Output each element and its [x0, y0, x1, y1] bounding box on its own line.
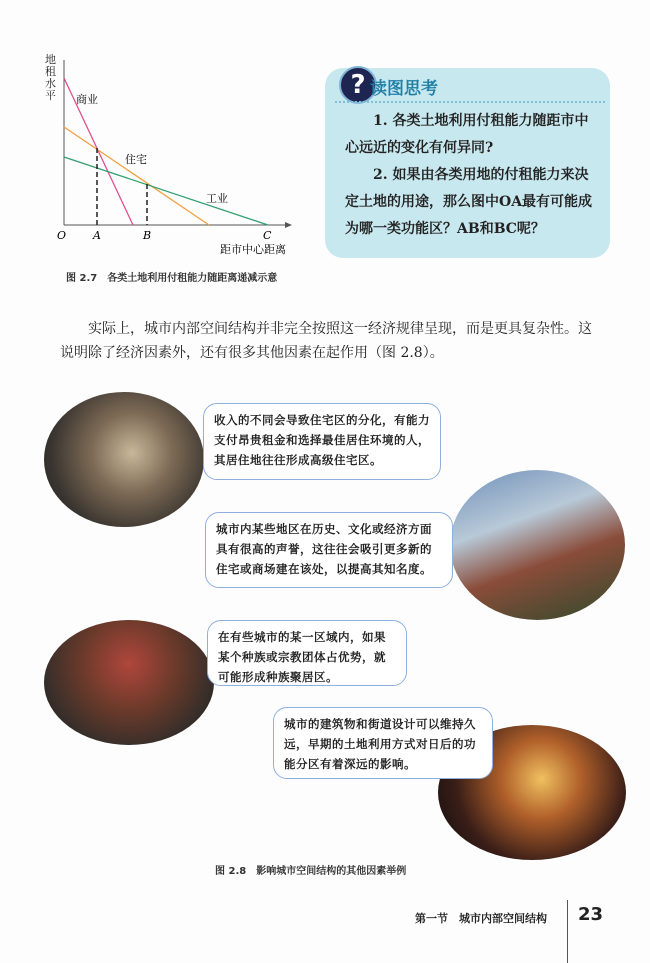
- industry-line: [64, 157, 268, 225]
- page-number: 23: [578, 904, 604, 925]
- footer-divider: [567, 900, 568, 963]
- bubble-ethnic: 在有些城市的某一区域内，如果某个种族或宗教团体占优势，就可能形成种族聚居区。: [207, 620, 407, 686]
- photo-city-towers: [450, 470, 625, 620]
- label-commerce: 商业: [76, 93, 98, 106]
- think-box: [325, 68, 610, 258]
- label-b: B: [143, 229, 152, 242]
- label-industry: 工业: [206, 192, 228, 205]
- y-axis-label: 地租水平: [45, 53, 56, 102]
- label-o: O: [57, 229, 67, 242]
- figure-2-8-caption: 图 2.8 影响城市空间结构的其他因素举例: [215, 866, 407, 877]
- label-c: C: [263, 229, 272, 242]
- bubble-reputation: 城市内某些地区在历史、文化或经济方面具有很高的声誉，这往往会吸引更多新的住宅或商场建在该处，以提高其知名度。: [205, 512, 453, 588]
- think-box-questions: [345, 108, 600, 243]
- dotted-divider: [335, 101, 605, 103]
- question-mark-icon: ?: [339, 66, 377, 104]
- x-axis-arrow: [285, 222, 292, 228]
- footer-section-title: 第一节 城市内部空间结构: [415, 912, 547, 925]
- question-1: 1. 各类土地利用付租能力随距市中心远近的变化有何异同?: [345, 113, 589, 156]
- figure-2-7-caption: 图 2.7 各类土地利用付租能力随距离递减示意: [66, 273, 278, 284]
- commerce-line: [64, 78, 133, 225]
- label-a: A: [93, 229, 101, 242]
- residential-line: [64, 127, 209, 225]
- bubble-income: 收入的不同会导致住宅区的分化，有能力支付昂贵租金和选择最佳居住环境的人，其居住地往往形成高级住宅区。: [203, 403, 441, 480]
- label-residential: 住宅: [125, 153, 147, 166]
- bubble-history: 城市的建筑物和街道设计可以维持久远，早期的土地利用方式对日后的功能分区有着深远的影响。: [273, 707, 493, 779]
- x-axis-label: 距市中心距离: [220, 243, 286, 256]
- question-2: 2. 如果由各类用地的付租能力来决定土地的用途，那么图中OA最有可能成为哪一类功能区？AB和BC呢？: [345, 167, 593, 237]
- photo-chinatown-gate: [44, 620, 214, 745]
- photo-residential-building: [44, 392, 204, 527]
- think-box-title: 读图思考: [370, 79, 438, 99]
- body-paragraph: 实际上，城市内部空间结构并非完全按照这一经济规律呈现，而是更具复杂性。这说明除了经济因素外，还有很多其他因素在起作用（图 2.8）。: [60, 321, 592, 361]
- rent-distance-chart: [40, 50, 300, 265]
